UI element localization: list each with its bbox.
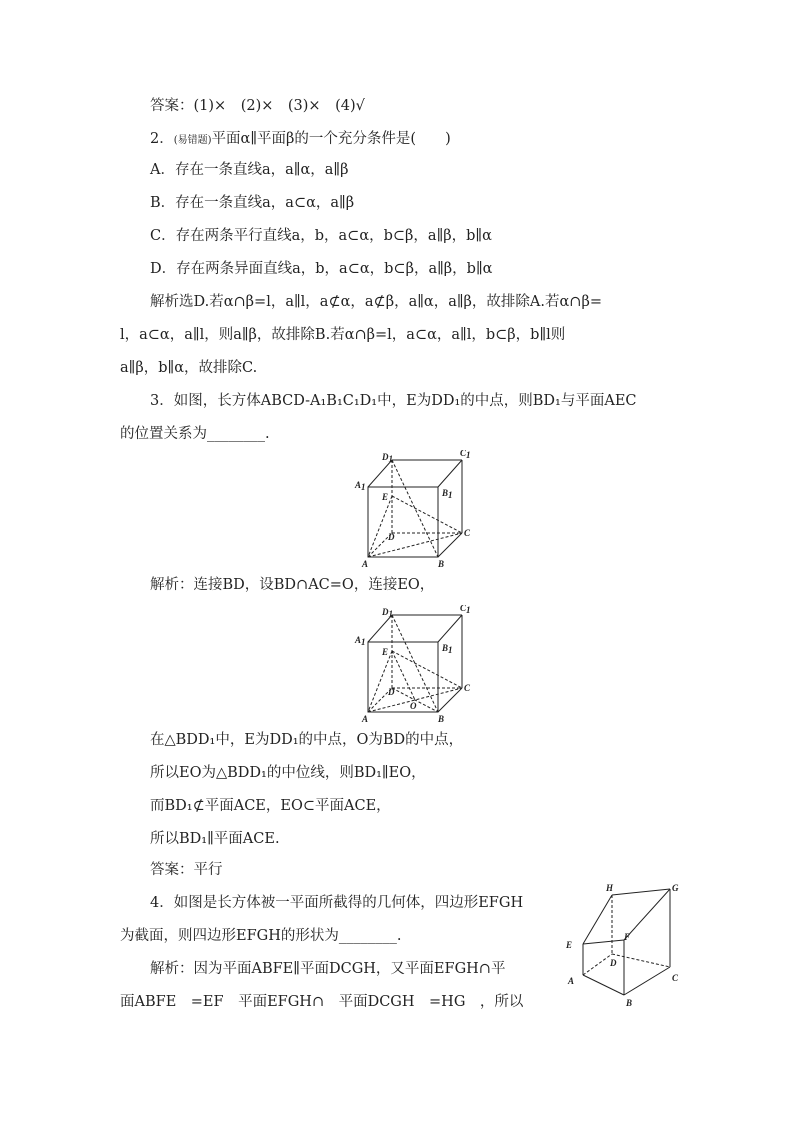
label-g: G: [672, 883, 679, 893]
cuboid-figure-2: [350, 605, 480, 723]
label-e: E: [566, 940, 573, 950]
question-3-stem: 3．如图，长方体ABCD-A₁B₁C₁D₁中，E为DD₁的中点，则BD₁与平面AEC: [150, 393, 637, 409]
label-o: O: [410, 701, 417, 711]
answer-line-3: [150, 860, 223, 880]
question-3-stem-cont: 的位置关系为________.: [120, 426, 270, 442]
option-a: A．存在一条直线a，a∥α，a∥β: [150, 162, 349, 178]
label-d: D: [610, 958, 617, 968]
label-e: E: [382, 647, 389, 657]
question-2-stem: [150, 129, 451, 151]
label-a1: A1: [355, 480, 366, 492]
label-d: D: [388, 687, 395, 697]
proof-step-3: 而BD₁⊄平面ACE，EO⊂平面ACE，: [150, 798, 391, 814]
option-b: B．存在一条直线a，a⊂α，a∥β: [150, 195, 355, 211]
proof-step-4: 所以BD₁∥平面ACE.: [150, 831, 280, 847]
answer-line-1: [150, 96, 365, 116]
solution-line-1: 解析选D.若α∩β=l，a∥l，a⊄α，a⊄β，a∥α，a∥β，故排除A.若α∩β=: [150, 294, 602, 310]
question-number: 2．: [150, 131, 174, 147]
label-b1: B1: [442, 643, 453, 655]
label-b: B: [438, 559, 445, 568]
question-4-solution-1: 解析：因为平面ABFE∥平面DCGH，又平面EFGH∩平: [150, 961, 506, 977]
answer-label: 答案：: [150, 98, 194, 114]
label-c1: C1: [460, 605, 471, 615]
label-b1: B1: [442, 488, 453, 500]
answer-text: 平行: [193, 862, 223, 878]
proof-step-2: 所以EO为△BDD₁的中位线，则BD₁∥EO，: [150, 765, 426, 781]
cuboid-figure-1: [350, 450, 480, 568]
label-a: A: [362, 714, 369, 723]
question-4-stem-cont: 为截面，则四边形EFGH的形状为________.: [120, 928, 402, 944]
question-3-solution-intro: 解析：连接BD，设BD∩AC=O，连接EO，: [150, 577, 435, 593]
label-b: B: [626, 998, 633, 1008]
solution-line-2: l，a⊂α，a∥l，则a∥β，故排除B.若α∩β=l，a⊂α，a∥l，b⊂β，b∥l则: [120, 327, 566, 343]
label-a1: A1: [355, 635, 366, 647]
solution-line-3: a∥β，b∥α，故排除C.: [120, 360, 258, 376]
option-d: D．存在两条异面直线a，b，a⊂α，b⊂β，a∥β，b∥α: [150, 261, 493, 277]
label-e: E: [382, 492, 389, 502]
label-c: C: [672, 973, 679, 983]
label-d1: D1: [382, 607, 393, 619]
label-c: C: [464, 683, 471, 693]
label-a: A: [362, 559, 369, 568]
question-4-solution-2: 面ABFE =EF 平面EFGH∩ 平面DCGH =HG ，所以: [120, 994, 524, 1010]
label-h: H: [606, 883, 614, 893]
label-b: B: [438, 714, 445, 723]
question-4-stem: 4．如图是长方体被一平面所截得的几何体，四边形EFGH: [150, 895, 524, 911]
option-c: C．存在两条平行直线a，b，a⊂α，b⊂β，a∥β，b∥α: [150, 228, 492, 244]
truncated-cuboid-figure: [560, 882, 685, 1012]
difficulty-tag: (易错题): [173, 135, 212, 146]
label-d: D: [388, 532, 395, 542]
label-f: F: [624, 932, 631, 942]
label-c: C: [464, 528, 471, 538]
label-a: A: [568, 976, 575, 986]
answer-text: (1)× (2)× (3)× (4)√: [193, 98, 365, 114]
question-stem-text: 平面α∥平面β的一个充分条件是( ): [211, 131, 451, 147]
label-d1: D1: [382, 452, 393, 464]
answer-label: 答案：: [150, 862, 194, 878]
proof-step-1: 在△BDD₁中，E为DD₁的中点，O为BD的中点，: [150, 732, 464, 748]
label-c1: C1: [460, 450, 471, 460]
